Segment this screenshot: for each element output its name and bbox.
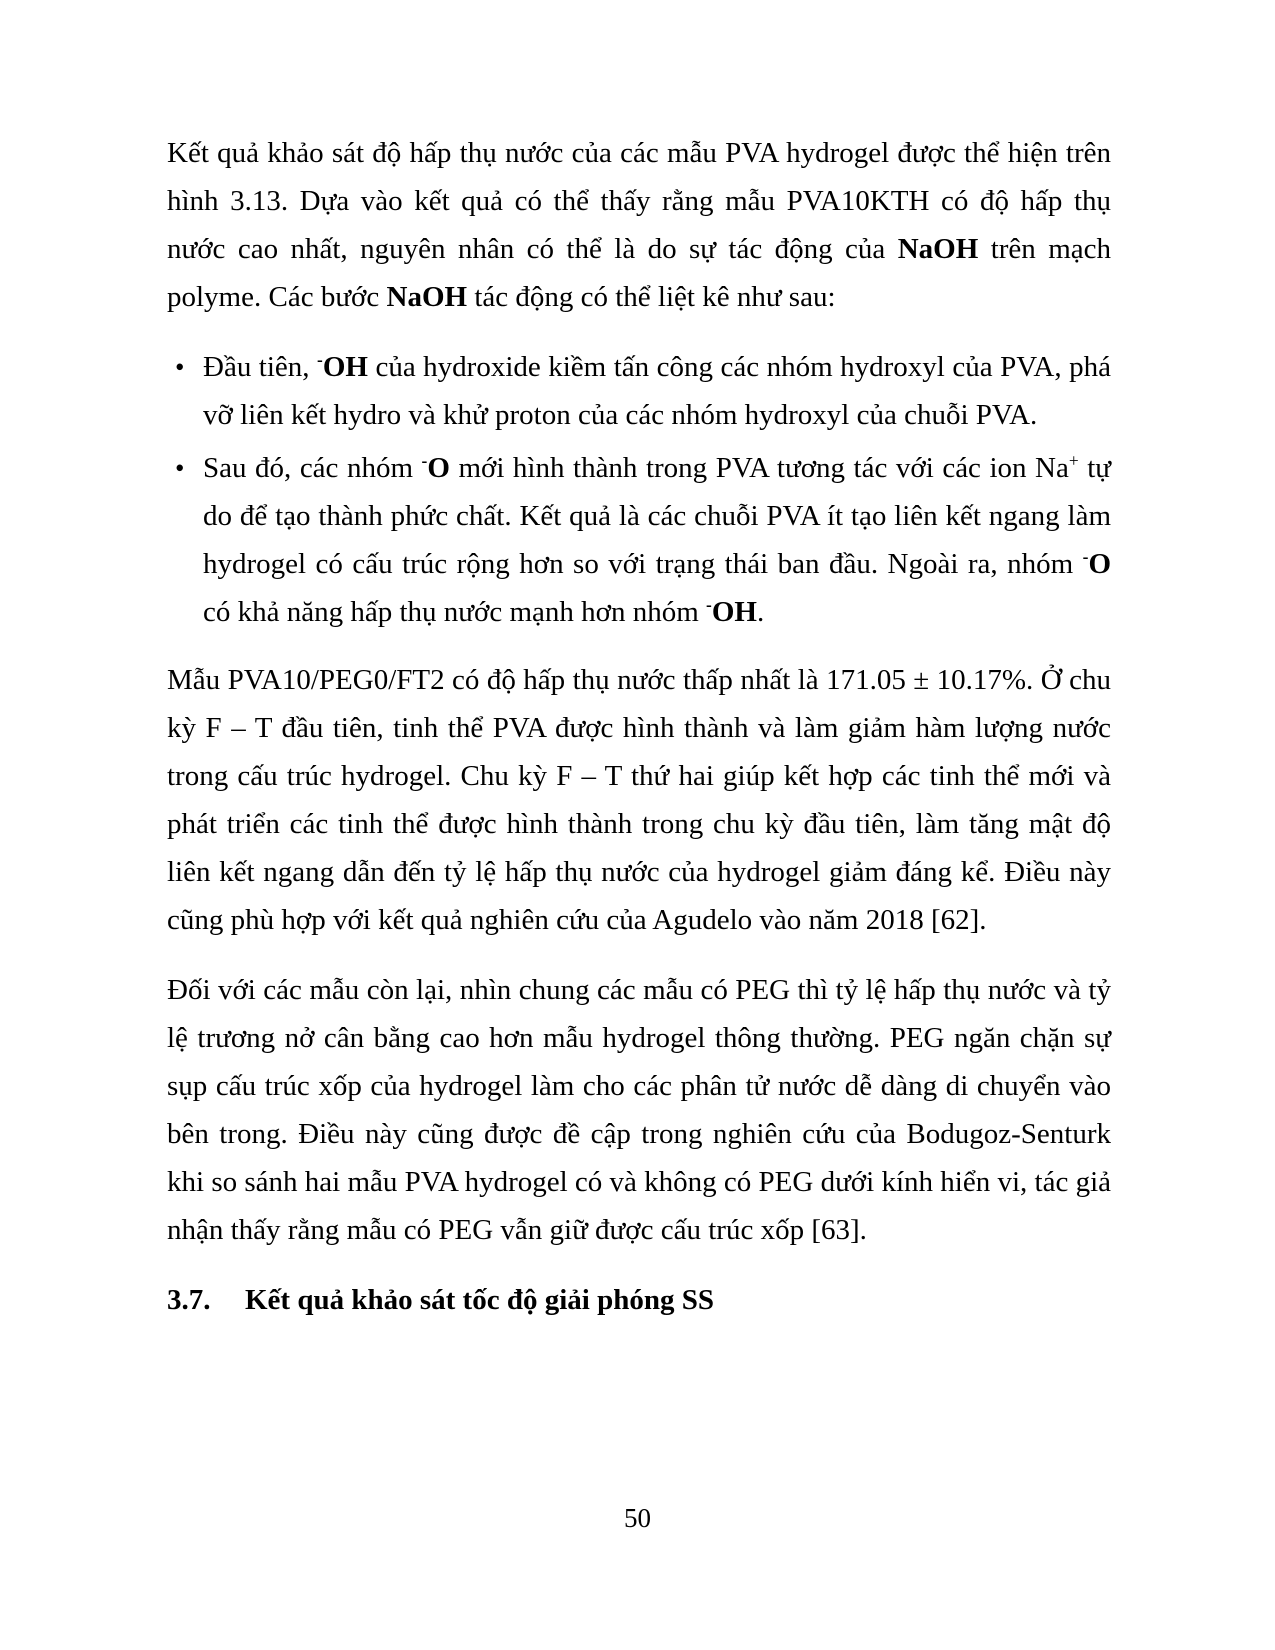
paragraph <box>167 656 1111 944</box>
text-run: NaOH <box>386 281 468 313</box>
text-run: - <box>706 594 712 615</box>
text-run: - <box>421 450 428 471</box>
text-run: của hydroxide kiềm tấn công các nhóm hydroxyl của PVA, phá vỡ liên kết hydro và khử proton của các nhóm hydroxyl của chuỗi PVA. <box>203 351 1111 431</box>
bullet-text <box>203 444 1111 636</box>
text-run: Kết quả khảo sát tốc độ giải phóng SS <box>245 1284 714 1316</box>
content <box>167 129 1111 1324</box>
bullet-icon: • <box>175 453 185 483</box>
text-run: . <box>756 596 765 628</box>
text-run: Mẫu PVA10/PEG0/FT2 có độ hấp thụ nước thấp nhất là 171.05 ± 10.17%. Ở chu kỳ F – T đầu tiên, tinh thể PVA được hình thành và làm giảm hàm lượng nước trong cấu trúc hydrogel. Chu kỳ F – T thứ hai giúp kết hợp các tinh thể mới và phát triển các tinh thể được hình thành trong chu kỳ đầu tiên, làm tăng mật độ liên kết ngang dẫn đến tỷ lệ hấp thụ nước của hydrogel giảm đáng kể. Điều này cũng phù hợp với kết quả nghiên cứu của Agudelo vào năm 2018 [62]. <box>167 664 1111 936</box>
text-run: - <box>1082 546 1089 567</box>
text-run: O <box>1088 548 1111 580</box>
paragraph <box>167 966 1111 1254</box>
page-footer <box>0 1500 1275 1536</box>
text-run: Kết quả khảo sát độ hấp thụ nước của các mẫu PVA hydrogel được thể hiện trên hình 3.13. Dựa vào kết quả có thể thấy rằng mẫu PVA10KTH có độ hấp thụ nước cao nhất, nguyên nhân có thể là do sự tác động của <box>167 137 1111 265</box>
text-run: O <box>427 452 450 484</box>
text-run: mới hình thành trong PVA tương tác với các ion Na <box>449 452 1069 484</box>
paragraph <box>167 129 1111 321</box>
text-run: + <box>1068 450 1079 471</box>
text-run: - <box>317 349 323 370</box>
bullet-item <box>167 444 1111 636</box>
text-run: Đầu tiên, <box>203 351 318 383</box>
text-run: Đối với các mẫu còn lại, nhìn chung các mẫu có PEG thì tỷ lệ hấp thụ nước và tỷ lệ trương nở cân bằng cao hơn mẫu hydrogel thông thường. PEG ngăn chặn sự sụp cấu trúc xốp của hydrogel làm cho các phân tử nước dễ dàng di chuyển vào bên trong. Điều này cũng được đề cập trong nghiên cứu của Bodugoz-Senturk khi so sánh hai mẫu PVA hydrogel có và không có PEG dưới kính hiển vi, tác giả nhận thấy rằng mẫu có PEG vẫn giữ được cấu trúc xốp [63]. <box>167 974 1111 1246</box>
bullet-list <box>167 343 1111 636</box>
section-heading <box>167 1276 1111 1324</box>
text-run: NaOH <box>897 233 979 265</box>
bullet-icon: • <box>175 352 185 382</box>
page-number: 50 <box>624 1503 651 1533</box>
text-run: Sau đó, các nhóm <box>203 452 422 484</box>
text-run: tác động có thể liệt kê như sau: <box>467 281 836 313</box>
text-run: tự do để tạo thành phức chất. Kết quả là các chuỗi PVA ít tạo liên kết ngang làm hydrogel có cấu trúc rộng hơn so với trạng thái ban đầu. Ngoài ra, nhóm <box>203 452 1111 580</box>
text-run: OH <box>711 596 757 628</box>
text-run: có khả năng hấp thụ nước mạnh hơn nhóm <box>203 596 707 628</box>
heading-number: 3.7. <box>167 1284 211 1316</box>
text-run: OH <box>322 351 368 383</box>
bullet-text <box>203 343 1111 439</box>
heading-text <box>245 1276 1111 1324</box>
text-run: trên mạch polyme. Các bước <box>167 233 1111 313</box>
bullet-item <box>167 343 1111 439</box>
